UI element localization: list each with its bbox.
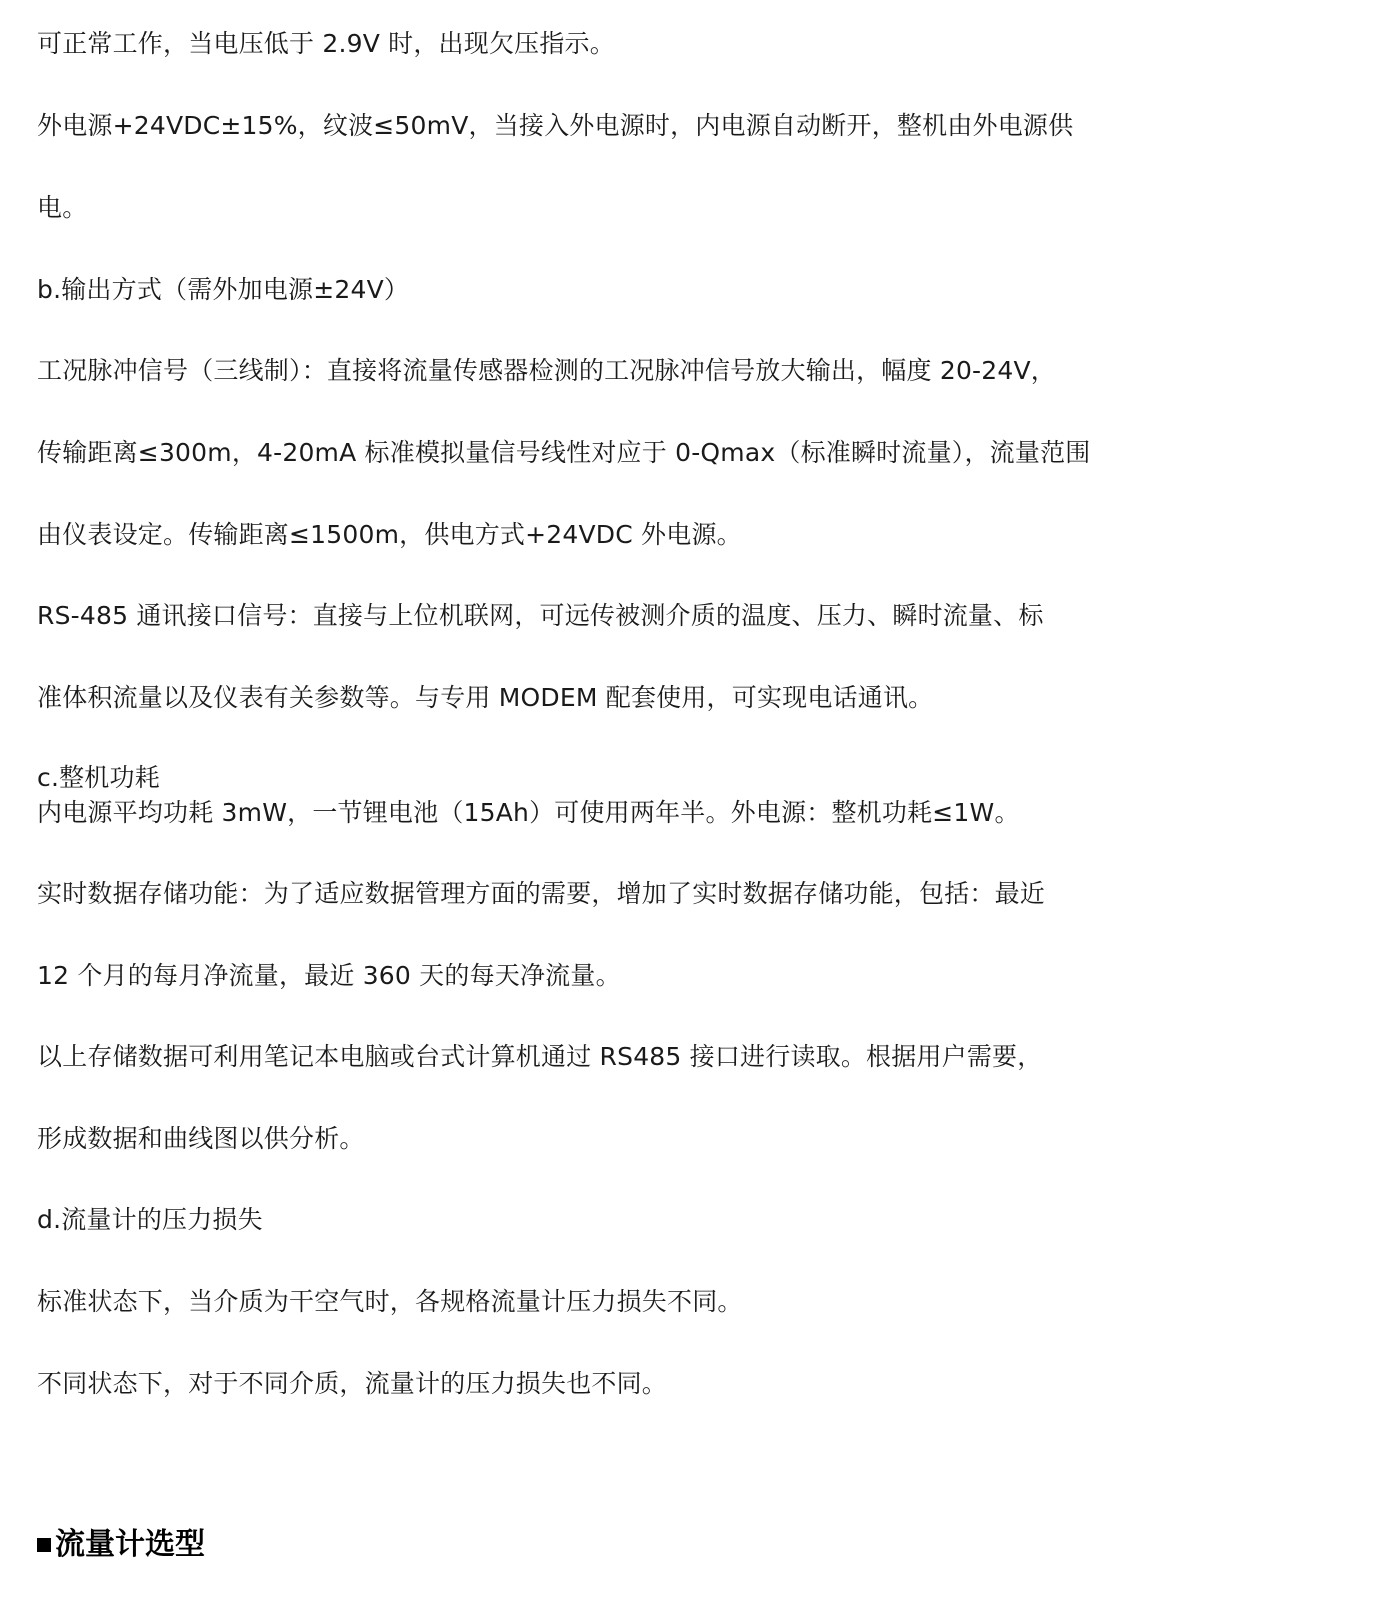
paragraph-line: 可正常工作，当电压低于 2.9V 时，出现欠压指示。 xyxy=(37,29,615,58)
paragraph-line: 12 个月的每月净流量，最近 360 天的每天净流量。 xyxy=(37,961,621,990)
paragraph-line: 形成数据和曲线图以供分析。 xyxy=(37,1124,365,1153)
subsection-heading: c.整机功耗 xyxy=(37,763,160,792)
paragraph-line: RS-485 通讯接口信号：直接与上位机联网，可远传被测介质的温度、压力、瞬时流量、标 xyxy=(37,601,1044,630)
paragraph-line: 准体积流量以及仪表有关参数等。与专用 MODEM 配套使用，可实现电话通讯。 xyxy=(37,683,934,712)
paragraph-line: 不同状态下，对于不同介质，流量计的压力损失也不同。 xyxy=(37,1369,668,1398)
paragraph-line: 传输距离≤300m，4-20mA 标准模拟量信号线性对应于 0-Qmax（标准瞬时流量），流量范围 xyxy=(37,438,1091,467)
section-heading-text: 流量计选型 xyxy=(55,1527,205,1562)
paragraph-line: 工况脉冲信号（三线制）：直接将流量传感器检测的工况脉冲信号放大输出，幅度 20-24V， xyxy=(37,356,1056,385)
paragraph-line: 以上存储数据可利用笔记本电脑或台式计算机通过 RS485 接口进行读取。根据用户需要， xyxy=(37,1042,1043,1071)
subsection-heading: b.输出方式（需外加电源±24V） xyxy=(37,275,410,304)
paragraph-line: 由仪表设定。传输距离≤1500m，供电方式+24VDC 外电源。 xyxy=(37,520,742,549)
paragraph-line: 内电源平均功耗 3mW，一节锂电池（15Ah）可使用两年半。外电源：整机功耗≤1W。 xyxy=(37,798,1020,827)
paragraph-line: 外电源+24VDC±15%，纹波≤50mV，当接入外电源时，内电源自动断开，整机由外电源供 xyxy=(37,111,1074,140)
paragraph-line: 电。 xyxy=(37,193,88,222)
paragraph-line: 标准状态下，当介质为干空气时，各规格流量计压力损失不同。 xyxy=(37,1287,743,1316)
subsection-heading: d.流量计的压力损失 xyxy=(37,1205,263,1234)
paragraph-line: 实时数据存储功能：为了适应数据管理方面的需要，增加了实时数据存储功能，包括：最近 xyxy=(37,879,1046,908)
section-heading xyxy=(37,1527,205,1563)
square-bullet-icon xyxy=(37,1538,51,1552)
